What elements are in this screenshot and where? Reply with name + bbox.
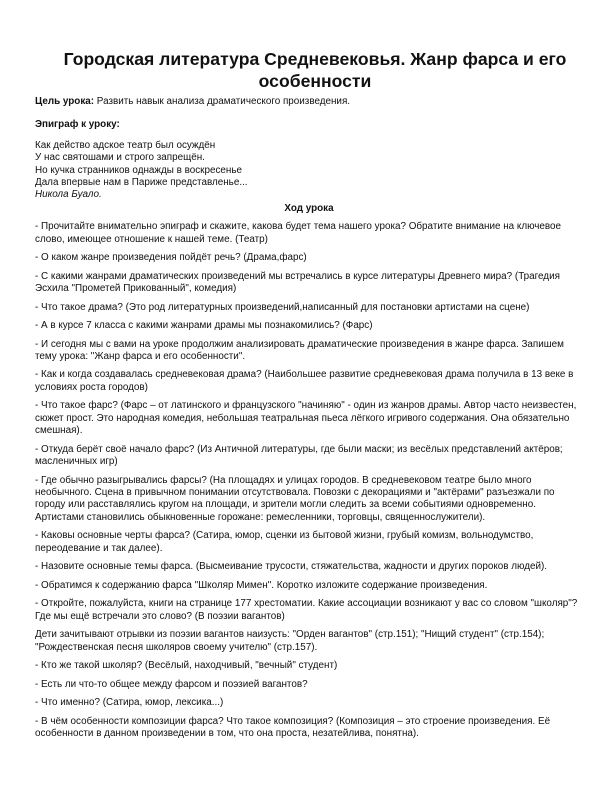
lesson-paragraph: - Откуда берёт своё начало фарс? (Из Античной литературы, где были маски; из весёлых представлений актёров; масленичных игр): [35, 443, 563, 468]
lesson-paragraph: - Кто же такой школяр? (Весёлый, находчивый, "вечный" студент): [35, 660, 338, 672]
lesson-paragraph: - О каком жанре произведения пойдёт речь? (Драма,фарс): [35, 252, 307, 264]
lesson-paragraph: - Что такое драма? (Это род литературных произведений,написанный для постановки артистами на сцене): [35, 301, 530, 313]
lesson-paragraph: - Есть ли что-то общее между фарсом и поэзией вагантов?: [35, 678, 308, 690]
lesson-paragraph: - И сегодня мы с вами на уроке продолжим анализировать драматические произведения в жанре фарса. Запишем тему урока: "Жанр фарса и его особенности".: [35, 338, 564, 362]
lesson-paragraph: - Что именно? (Сатира, юмор, лексика...): [35, 697, 224, 709]
lesson-goal: [35, 96, 583, 108]
lesson-paragraph: - Как и когда создавалась средневековая драма? (Наибольшее развитие средневековая драма получила в 13 веке в условиях роста городов): [35, 369, 574, 393]
epigraph-author: Никола Буало.: [35, 189, 102, 201]
epigraph-heading: Эпиграф к уроку:: [35, 119, 120, 131]
lesson-paragraph: - Где обычно разыгрывались фарсы? (На площадях и улицах городов. В средневековом театре было много необычного. Сцена в привычном понимании отсутствовала. Повозки с декорациями и "актёрами" разъезжали по городу или расставлялись кругом на площади, и зрители могли следить за всеми событиями одновременно. Артистами становились обыкновенные горожане: ремесленники, торговцы, священнослужители).: [35, 474, 555, 523]
epigraph-line: Как действо адское театр был осуждён: [35, 139, 216, 151]
lesson-paragraph: - А в курсе 7 класса с какими жанрами драмы мы познакомились? (Фарс): [35, 320, 373, 332]
document-body: [35, 96, 583, 746]
lesson-paragraph: - Откройте, пожалуйста, книги на странице 177 хрестоматии. Какие ассоциации возникают у вас со словом "школяр"? Где мы ещё встречали это слово? (В поэзии вагантов): [35, 598, 578, 622]
epigraph-line: Дала впервые нам в Париже представленье...: [35, 177, 248, 189]
epigraph-line: Но кучка странников однажды в воскресенье: [35, 164, 243, 176]
lesson-goal-text: Развить навык анализа драматического произведения.: [94, 96, 351, 107]
lesson-paragraph: - С какими жанрами драматических произведений мы встречались в курсе литературы Древнего мира? (Трагедия Эсхила "Прометей Прикованный", комедия): [35, 270, 560, 295]
lesson-paragraph: Дети зачитывают отрывки из поэзии вагантов наизусть: "Орден вагантов" (стр.151); "Нищий студент" (стр.154); "Рождественская песня школяров своему учителю" (стр.157).: [35, 629, 545, 653]
lesson-paragraph: - Назовите основные темы фарса. (Высмеивание трусости, стяжательства, жадности и других пороков людей).: [35, 561, 548, 573]
section-heading: Ход урока: [284, 202, 334, 214]
lesson-goal-label: Цель урока:: [35, 96, 95, 107]
lesson-paragraph: - Прочитайте внимательно эпиграф и скажите, какова будет тема нашего урока? Обратите внимание на ключевое слово, имеющее отношение к нашей теме. (Театр): [35, 221, 562, 245]
lesson-paragraph: - В чём особенности композиции фарса? Что такое композиция? (Композиция – это строение произведения. Её особенности в данном произведении в том, что она проста, незатейлива, понятна).: [35, 715, 551, 739]
lesson-paragraph: - Каковы основные черты фарса? (Сатира, юмор, сценки из бытовой жизни, грубый комизм, вольнодумство, переодевание и так далее).: [35, 530, 534, 554]
epigraph-line: У нас святошами и строго запрещён.: [35, 152, 205, 164]
lesson-paragraph: - Обратимся к содержанию фарса "Школяр Мимен". Коротко изложите содержание произведения.: [35, 579, 488, 591]
lesson-paragraph: - Что такое фарс? (Фарс – от латинского и французского "начиняю" - один из жанров драмы. Автор часто неизвестен, сюжет прост. Это народная комедия, небольшая театральная пьеса лёгкого игривого содержания. Она обязательно смешная).: [35, 400, 577, 437]
page-title: Городская литература Средневековья. Жанр фарса и его особенности: [63, 49, 567, 91]
